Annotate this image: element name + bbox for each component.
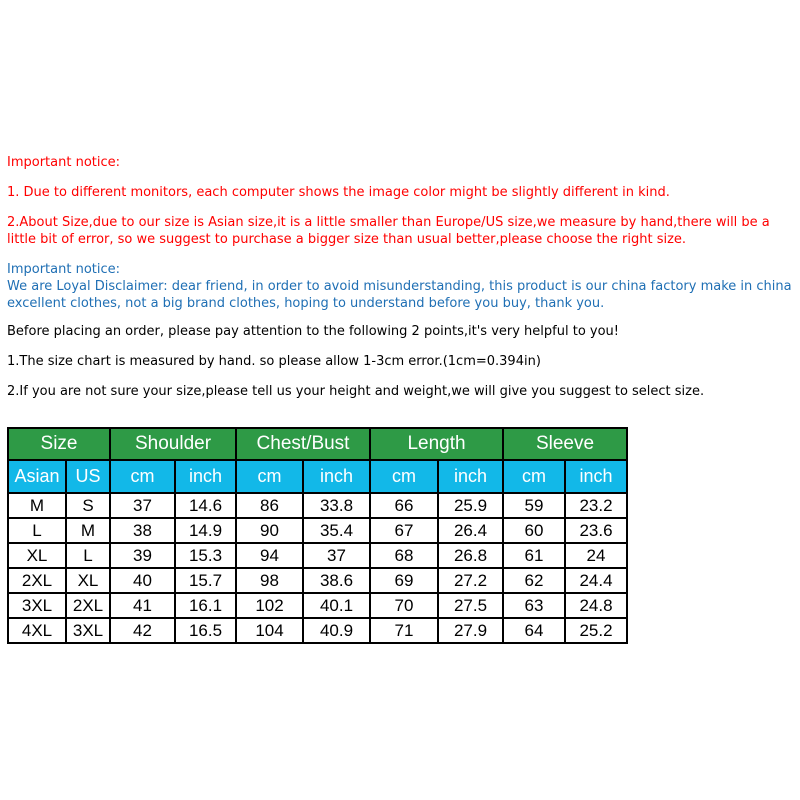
subheader-shoulder-cm: cm <box>110 460 175 493</box>
subheader-sleeve-cm: cm <box>503 460 565 493</box>
cell-chest-inch: 35.4 <box>303 518 370 543</box>
important-notice-heading-2: Important notice: <box>7 262 121 277</box>
subheader-shoulder-inch: inch <box>175 460 236 493</box>
cell-us: M <box>66 518 110 543</box>
cell-chest-inch: 33.8 <box>303 493 370 518</box>
cell-length-inch: 27.9 <box>438 618 503 643</box>
notice-asian-size: 2.About Size,due to our size is Asian size,it is a little smaller than Europe/US size,we measure by hand,there will be a little bit of error, so we suggest to purchase a bigger size than usual better,please choose the right size. <box>7 215 770 247</box>
header-chest-bust: Chest/Bust <box>236 428 370 460</box>
subheader-sleeve-inch: inch <box>565 460 627 493</box>
table-row <box>8 543 627 568</box>
cell-us: 2XL <box>66 593 110 618</box>
notice-monitor-color: 1. Due to different monitors, each computer shows the image color might be slightly different in kind. <box>7 185 670 200</box>
table-row <box>8 518 627 543</box>
cell-chest-inch: 37 <box>303 543 370 568</box>
cell-chest-cm: 98 <box>236 568 303 593</box>
cell-sleeve-cm: 63 <box>503 593 565 618</box>
cell-sleeve-cm: 61 <box>503 543 565 568</box>
cell-length-inch: 26.8 <box>438 543 503 568</box>
cell-length-cm: 70 <box>370 593 438 618</box>
cell-chest-inch: 40.9 <box>303 618 370 643</box>
point-1-text: 1.The size chart is measured by hand. so please allow 1-3cm error.(1cm=0.394in) <box>7 354 541 369</box>
cell-chest-cm: 104 <box>236 618 303 643</box>
cell-sleeve-inch: 23.2 <box>565 493 627 518</box>
subheader-length-cm: cm <box>370 460 438 493</box>
cell-chest-cm: 102 <box>236 593 303 618</box>
cell-sleeve-cm: 60 <box>503 518 565 543</box>
subheader-length-inch: inch <box>438 460 503 493</box>
cell-length-cm: 69 <box>370 568 438 593</box>
subheader-us: US <box>66 460 110 493</box>
cell-asian: 3XL <box>8 593 66 618</box>
group-header-row <box>8 428 627 460</box>
cell-shoulder-cm: 39 <box>110 543 175 568</box>
cell-sleeve-cm: 59 <box>503 493 565 518</box>
point-2-text: 2.If you are not sure your size,please tell us your height and weight,we will give you suggest to select size. <box>7 384 705 399</box>
cell-shoulder-cm: 38 <box>110 518 175 543</box>
cell-shoulder-inch: 14.6 <box>175 493 236 518</box>
cell-shoulder-inch: 16.1 <box>175 593 236 618</box>
cell-sleeve-inch: 24.8 <box>565 593 627 618</box>
header-sleeve: Sleeve <box>503 428 627 460</box>
subheader-chest-inch: inch <box>303 460 370 493</box>
cell-length-cm: 71 <box>370 618 438 643</box>
cell-length-inch: 27.2 <box>438 568 503 593</box>
cell-sleeve-inch: 23.6 <box>565 518 627 543</box>
header-shoulder: Shoulder <box>110 428 236 460</box>
cell-us: L <box>66 543 110 568</box>
cell-sleeve-inch: 24 <box>565 543 627 568</box>
cell-chest-inch: 40.1 <box>303 593 370 618</box>
table-row <box>8 493 627 518</box>
subheader-chest-cm: cm <box>236 460 303 493</box>
cell-sleeve-cm: 62 <box>503 568 565 593</box>
cell-sleeve-inch: 24.4 <box>565 568 627 593</box>
cell-length-cm: 68 <box>370 543 438 568</box>
disclaimer-text: We are Loyal Disclaimer: dear friend, in order to avoid misunderstanding, this product is our china factory make in china excellent clothes, not a big brand clothes, hoping to understand before you buy, thank you. <box>7 279 792 311</box>
table-row <box>8 593 627 618</box>
size-chart-table <box>7 427 628 644</box>
cell-length-inch: 25.9 <box>438 493 503 518</box>
cell-asian: 2XL <box>8 568 66 593</box>
cell-chest-cm: 90 <box>236 518 303 543</box>
cell-length-inch: 26.4 <box>438 518 503 543</box>
cell-asian: 4XL <box>8 618 66 643</box>
cell-shoulder-inch: 15.7 <box>175 568 236 593</box>
cell-us: XL <box>66 568 110 593</box>
cell-chest-inch: 38.6 <box>303 568 370 593</box>
cell-length-cm: 67 <box>370 518 438 543</box>
cell-shoulder-cm: 40 <box>110 568 175 593</box>
unit-header-row <box>8 460 627 493</box>
cell-shoulder-inch: 16.5 <box>175 618 236 643</box>
disclaimer-block <box>7 261 796 312</box>
cell-asian: M <box>8 493 66 518</box>
cell-shoulder-cm: 41 <box>110 593 175 618</box>
cell-asian: L <box>8 518 66 543</box>
cell-shoulder-cm: 37 <box>110 493 175 518</box>
cell-sleeve-cm: 64 <box>503 618 565 643</box>
subheader-asian: Asian <box>8 460 66 493</box>
cell-us: 3XL <box>66 618 110 643</box>
cell-shoulder-inch: 14.9 <box>175 518 236 543</box>
cell-shoulder-inch: 15.3 <box>175 543 236 568</box>
header-length: Length <box>370 428 503 460</box>
cell-asian: XL <box>8 543 66 568</box>
cell-chest-cm: 94 <box>236 543 303 568</box>
table-row <box>8 568 627 593</box>
cell-chest-cm: 86 <box>236 493 303 518</box>
table-row <box>8 618 627 643</box>
cell-sleeve-inch: 25.2 <box>565 618 627 643</box>
cell-shoulder-cm: 42 <box>110 618 175 643</box>
cell-length-cm: 66 <box>370 493 438 518</box>
header-size: Size <box>8 428 110 460</box>
cell-length-inch: 27.5 <box>438 593 503 618</box>
cell-us: S <box>66 493 110 518</box>
before-order-text: Before placing an order, please pay attention to the following 2 points,it's very helpful to you! <box>7 324 620 339</box>
important-notice-heading: Important notice: <box>7 155 121 170</box>
